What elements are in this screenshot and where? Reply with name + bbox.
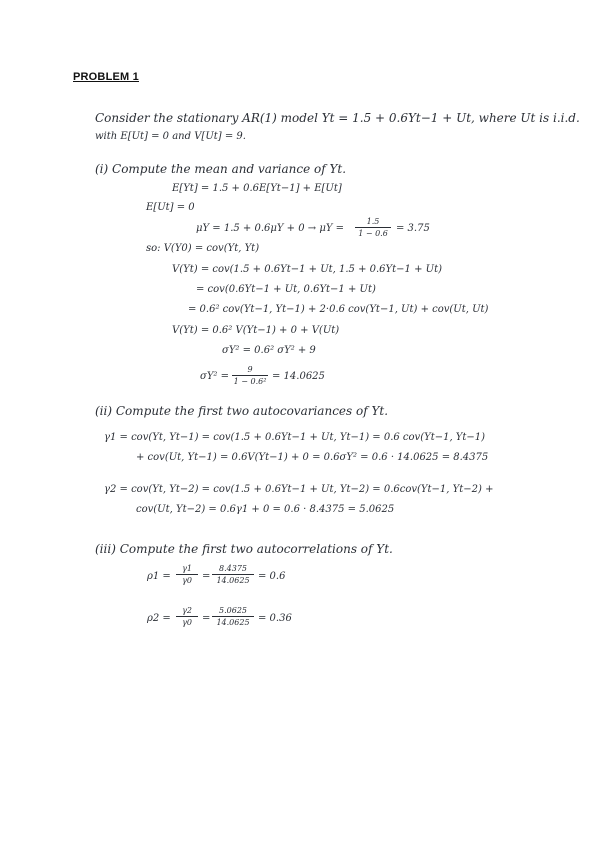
part1-line-var-5: σY² = 0.6² σY² + 9: [222, 345, 316, 356]
part2-gamma1-line-1: γ1 = cov(Yt, Yt−1) = cov(1.5 + 0.6Yt−1 + Ut, Yt−1) = 0.6 cov(Yt−1, Yt−1): [104, 432, 486, 443]
mean-fraction: [355, 217, 391, 238]
fraction-bar: [232, 375, 268, 376]
rho1-value-denominator: 14.0625: [216, 576, 250, 585]
rho1-lhs: ρ1 =: [147, 571, 171, 582]
rho1-fraction-values: [212, 564, 254, 585]
rho2-result: = 0.36: [258, 613, 292, 624]
rho1-gamma-denominator: γ0: [182, 576, 192, 585]
part1-line-var-6: σY² =: [200, 371, 229, 382]
part1-line-var-2: = cov(0.6Yt−1 + Ut, 0.6Yt−1 + Ut): [196, 284, 376, 295]
part1-line-eu: E[Ut] = 0: [146, 202, 195, 213]
part1-line-mean-eq: E[Yt] = 1.5 + 0.6E[Yt−1] + E[Ut]: [172, 183, 342, 194]
rho2-lhs: ρ2 =: [147, 613, 171, 624]
part1-line-mu: μY = 1.5 + 0.6μY + 0 → μY =: [196, 223, 344, 234]
fraction-bar: [212, 616, 254, 617]
intro-line-2: with E[Ut] = 0 and V[Ut] = 9.: [95, 131, 246, 142]
rho2-fraction-gamma: [176, 606, 198, 627]
part1-line-var-1: V(Yt) = cov(1.5 + 0.6Yt−1 + Ut, 1.5 + 0.6Yt−1 + Ut): [172, 264, 442, 275]
part2-question: (ii) Compute the first two autocovariances of Yt.: [95, 404, 389, 418]
variance-fraction-denominator: 1 − 0.6²: [233, 377, 267, 386]
part2-gamma2-line-1: γ2 = cov(Yt, Yt−2) = cov(1.5 + 0.6Yt−1 + Ut, Yt−2) = 0.6cov(Yt−1, Yt−2) +: [104, 484, 494, 495]
part1-line-so: so: V(Y0) = cov(Yt, Yt): [146, 243, 260, 254]
rho1-equals: =: [202, 571, 211, 582]
rho2-fraction-values: [212, 606, 254, 627]
mean-fraction-numerator: 1.5: [366, 217, 380, 226]
variance-fraction-numerator: 9: [247, 365, 253, 374]
variance-fraction: [232, 365, 268, 386]
intro-line-1: Consider the stationary AR(1) model Yt = 1.5 + 0.6Yt−1 + Ut, where Ut is i.i.d.: [95, 111, 580, 125]
rho1-result: = 0.6: [258, 571, 286, 582]
fraction-bar: [212, 574, 254, 575]
rho2-value-denominator: 14.0625: [216, 618, 250, 627]
rho1-value-numerator: 8.4375: [219, 564, 247, 573]
fraction-bar: [176, 574, 198, 575]
part1-line-var-3: = 0.6² cov(Yt−1, Yt−1) + 2·0.6 cov(Yt−1, Ut) + cov(Ut, Ut): [188, 304, 489, 315]
rho2-equals: =: [202, 613, 211, 624]
problem-heading: PROBLEM 1: [73, 71, 139, 83]
part2-gamma1-line-2: + cov(Ut, Yt−1) = 0.6V(Yt−1) + 0 = 0.6σY² = 0.6 · 14.0625 = 8.4375: [136, 452, 489, 463]
part1-question: (i) Compute the mean and variance of Yt.: [95, 162, 347, 176]
part3-question: (iii) Compute the first two autocorrelations of Yt.: [95, 542, 393, 556]
part1-mean-result: = 3.75: [396, 223, 430, 234]
part1-variance-result: = 14.0625: [272, 371, 325, 382]
rho2-gamma-numerator: γ2: [182, 606, 192, 615]
part1-line-var-4: V(Yt) = 0.6² V(Yt−1) + 0 + V(Ut): [172, 325, 340, 336]
rho1-gamma-numerator: γ1: [182, 564, 192, 573]
mean-fraction-denominator: 1 − 0.6: [358, 229, 388, 238]
part2-gamma2-line-2: cov(Ut, Yt−2) = 0.6γ1 + 0 = 0.6 · 8.4375 = 5.0625: [136, 504, 395, 515]
rho2-value-numerator: 5.0625: [219, 606, 247, 615]
rho2-gamma-denominator: γ0: [182, 618, 192, 627]
rho1-fraction-gamma: [176, 564, 198, 585]
fraction-bar: [176, 616, 198, 617]
fraction-bar: [355, 227, 391, 228]
